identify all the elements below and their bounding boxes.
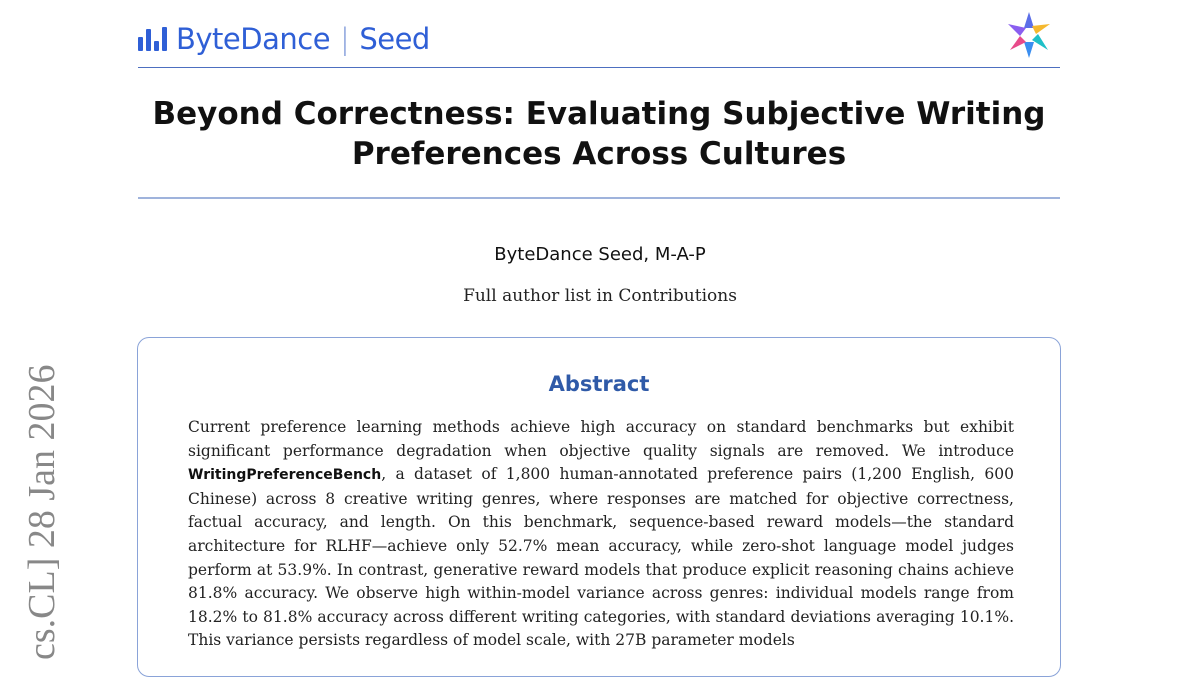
author-note: Full author list in Contributions xyxy=(463,286,737,306)
bar-chart-logo-icon xyxy=(138,27,167,51)
header-divider xyxy=(138,67,1060,68)
title-divider xyxy=(138,197,1060,199)
abstract-text-part-2: , a dataset of 1,800 human-annotated preference pairs (1,200 English, 600 Chinese) across 8 creative writing genres, where responses are matched for objective correctness, factual accuracy, and length. On this benchmark, sequence-based reward models—the standard architecture for RLHF—achieve only 52.7% mean accuracy, while zero-shot language model judges perform at 53.9%. In contrast, generative reward models that produce explicit reasoning chains achieve 81.8% accuracy. We observe high within-model variance across genres: individual models range from 18.2% to 81.8% accuracy across different writing categories, with standard deviations averaging 10.1%. This variance persists regardless of model scale, with 27B parameter models xyxy=(188,465,1014,650)
bytedance-seed-logo xyxy=(138,22,430,56)
brand-name: ByteDance xyxy=(176,22,331,56)
brand-separator: | xyxy=(340,22,350,56)
abstract-heading: Abstract xyxy=(548,372,650,396)
abstract-box xyxy=(137,337,1061,677)
abstract-text xyxy=(188,416,1014,653)
paper-authors: ByteDance Seed, M-A-P xyxy=(494,244,706,265)
benchmark-name: WritingPreferenceBench xyxy=(188,467,382,484)
paper-title-line-1: Beyond Correctness: Evaluating Subjective Writing xyxy=(152,96,1046,132)
arxiv-stamp: cs.CL] 28 Jan 2026 xyxy=(21,364,63,660)
seed-star-icon xyxy=(1004,10,1054,60)
abstract-text-part-1: Current preference learning methods achieve high accuracy on standard benchmarks but exhibit significant performance degradation when objective quality signals are removed. We introduce xyxy=(188,418,1014,460)
paper-title-line-2: Preferences Across Cultures xyxy=(351,136,847,172)
page-header xyxy=(138,18,1060,68)
paper-title xyxy=(138,94,1060,174)
brand-product: Seed xyxy=(359,22,430,56)
